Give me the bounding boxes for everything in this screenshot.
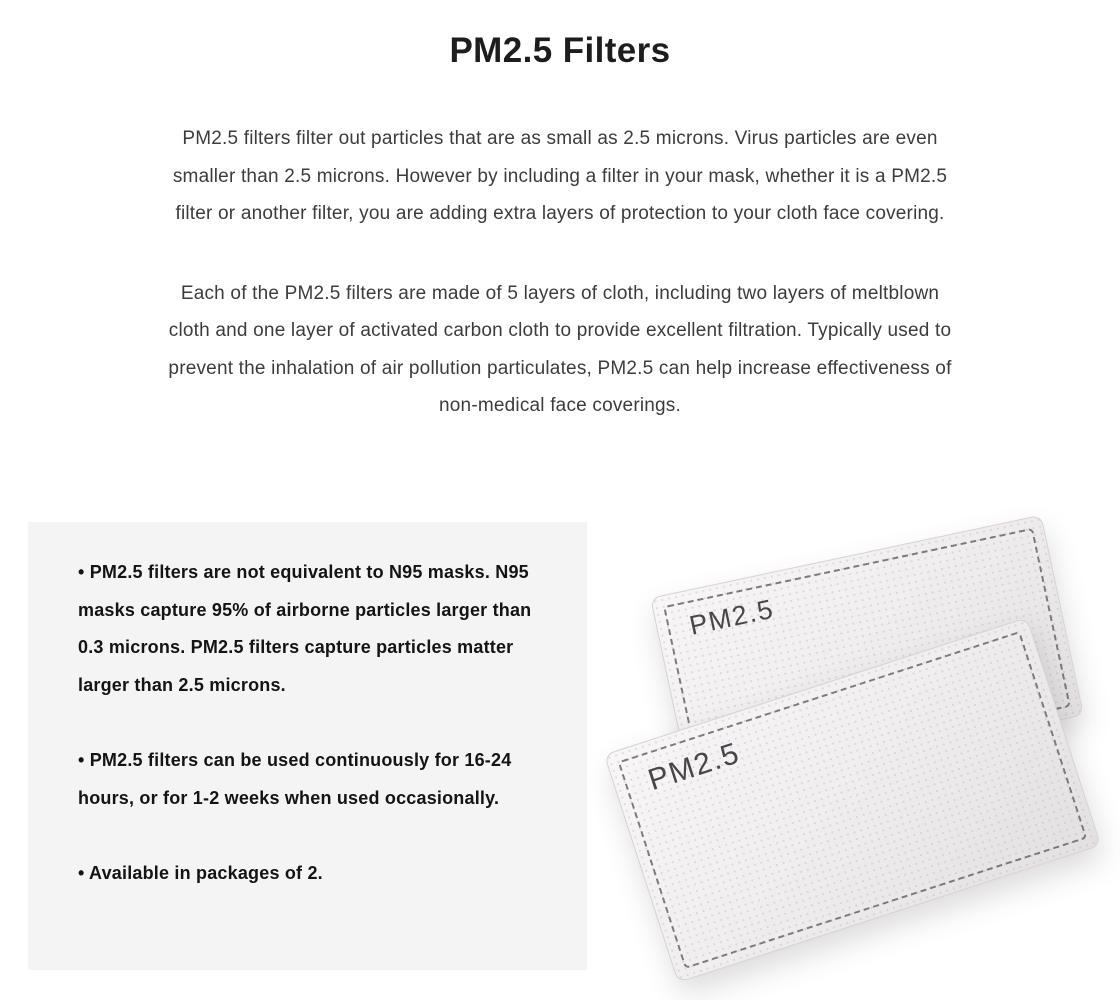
fact-item-usage-duration: • PM2.5 filters can be used continuously for 16-24 hours, or for 1-2 weeks when used occasionally. <box>78 750 512 808</box>
page-title: PM2.5 Filters <box>449 31 671 70</box>
details-section <box>0 522 1120 1000</box>
fact-item-package-size: • Available in packages of 2. <box>78 863 323 883</box>
filter-back-label: PM2.5 <box>686 593 777 641</box>
intro-section <box>160 120 960 425</box>
filters-product-image <box>612 540 1112 960</box>
intro-paragraph-2: Each of the PM2.5 filters are made of 5 layers of cloth, including two layers of meltblown cloth and one layer of activated carbon cloth to provide excellent filtration. Typically used to prevent the inhalation of air pollution particulates, PM2.5 can help increase effectiveness of non-medical face coverings. <box>168 282 952 416</box>
filter-front-label: PM2.5 <box>644 736 745 798</box>
fact-item-n95-comparison: • PM2.5 filters are not equivalent to N95 masks. N95 masks capture 95% of airborne particles larger than 0.3 microns. PM2.5 filters capture particles matter larger than 2.5 microns. <box>78 562 532 695</box>
intro-paragraph-1: PM2.5 filters filter out particles that are as small as 2.5 microns. Virus particles are even smaller than 2.5 microns. However by including a filter in your mask, whether it is a PM2.5 filter or another filter, you are adding extra layers of protection to your cloth face covering. <box>172 128 948 224</box>
facts-box <box>28 522 587 970</box>
